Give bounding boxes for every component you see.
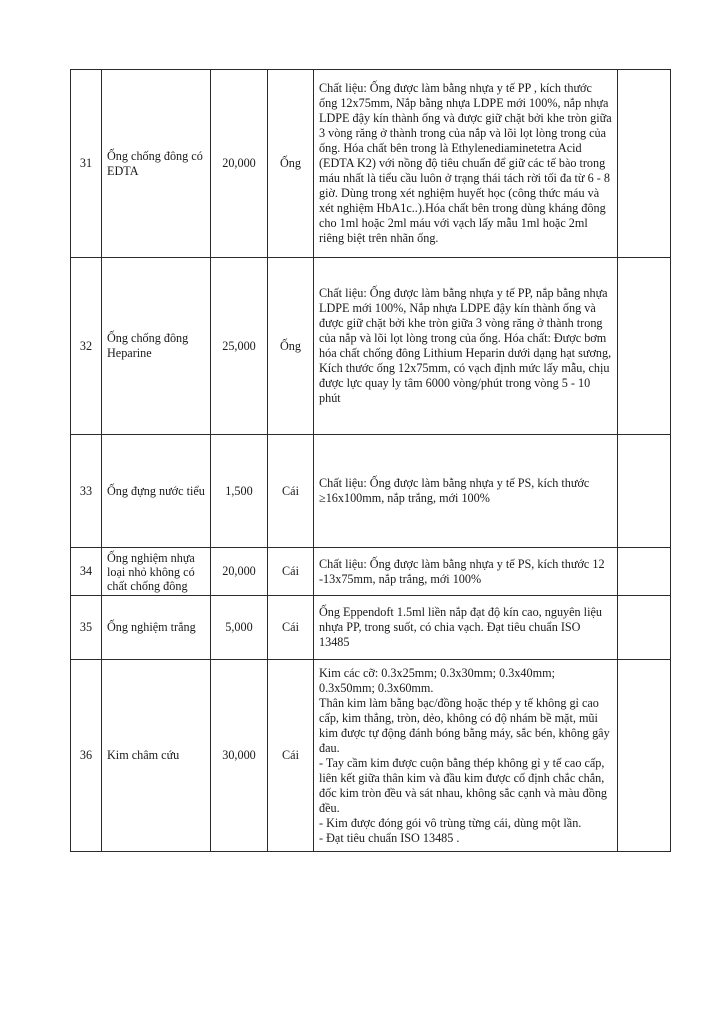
item-name: Kim châm cứu bbox=[102, 660, 211, 852]
item-unit: Ống bbox=[268, 70, 314, 258]
item-unit: Cái bbox=[268, 548, 314, 596]
empty-cell bbox=[618, 70, 671, 258]
table-row bbox=[71, 258, 671, 435]
empty-cell bbox=[618, 258, 671, 435]
item-specification: Chất liệu: Ống được làm bằng nhựa y tế PS, kích thước ≥16x100mm, nắp trắng, mới 100% bbox=[314, 435, 618, 548]
item-specification bbox=[314, 660, 618, 852]
item-unit: Cái bbox=[268, 435, 314, 548]
item-quantity: 5,000 bbox=[211, 596, 268, 660]
equipment-spec-table bbox=[70, 69, 671, 852]
item-specification: Chất liệu: Ống được làm bằng nhựa y tế PP , kích thước ống 12x75mm, Nắp bằng nhựa LDPE mới 100%, nắp nhựa LDPE đậy kín thành ống và được giữ chặt bởi khe tròn giữa 3 vòng răng ở thành trong của nắp và lõi lọt lòng trong của ống. Hóa chất bên trong là Ethylenediaminetetra Acid (EDTA K2) với nồng độ tiêu chuẩn để giữ các tế bào trong máu nhất là tiểu cầu luôn ở trạng thái tách rời tối đa từ 6 - 8 giờ. Dùng trong xét nghiệm huyết học (công thức máu và xét nghiệm HbA1c..).Hóa chất bên trong dùng kháng đông cho 1ml hoặc 2ml máu với vạch lấy mẫu 1ml hoặc 2ml riêng biệt trên nhãn ống. bbox=[314, 70, 618, 258]
item-unit: Ống bbox=[268, 258, 314, 435]
spec-line: Thân kim làm bằng bạc/đồng hoặc thép y tế không gỉ cao cấp, kim thẳng, tròn, dẻo, không có độ nhám bề mặt, mũi kim được tự động đánh bóng bằng máy, sắc bén, không gây đau. bbox=[319, 695, 610, 755]
row-number: 32 bbox=[71, 258, 102, 435]
row-number: 35 bbox=[71, 596, 102, 660]
row-number: 31 bbox=[71, 70, 102, 258]
item-quantity: 20,000 bbox=[211, 548, 268, 596]
item-unit: Cái bbox=[268, 660, 314, 852]
spec-line: - Tay cầm kim được cuộn bằng thép không gỉ y tế cao cấp, liên kết giữa thân kim và đầu kim được cố định chắc chắn, đốc kim tròn đều và sát nhau, không sắc cạnh và màu đồng đều. bbox=[319, 755, 608, 815]
item-quantity: 25,000 bbox=[211, 258, 268, 435]
item-quantity: 20,000 bbox=[211, 70, 268, 258]
empty-cell bbox=[618, 596, 671, 660]
item-quantity: 1,500 bbox=[211, 435, 268, 548]
empty-cell bbox=[618, 435, 671, 548]
item-quantity: 30,000 bbox=[211, 660, 268, 852]
table-row bbox=[71, 548, 671, 596]
item-specification: Chất liệu: Ống được làm bằng nhựa y tế PS, kích thước 12 -13x75mm, nắp trắng, mới 100% bbox=[314, 548, 618, 596]
row-number: 36 bbox=[71, 660, 102, 852]
item-specification: Ống Eppendoft 1.5ml liền nắp đạt độ kín cao, nguyên liệu nhựa PP, trong suốt, có chia vạch. Đạt tiêu chuẩn ISO 13485 bbox=[314, 596, 618, 660]
empty-cell bbox=[618, 660, 671, 852]
table-row bbox=[71, 70, 671, 258]
item-name: Ống đựng nước tiểu bbox=[102, 435, 211, 548]
table-row bbox=[71, 596, 671, 660]
spec-line: - Kim được đóng gói vô trùng từng cái, dùng một lần. bbox=[319, 815, 582, 830]
row-number: 33 bbox=[71, 435, 102, 548]
empty-cell bbox=[618, 548, 671, 596]
spec-line: Kim các cỡ: 0.3x25mm; 0.3x30mm; 0.3x40mm; 0.3x50mm; 0.3x60mm. bbox=[319, 665, 555, 695]
item-name: Ống chống đông có EDTA bbox=[102, 70, 211, 258]
row-number: 34 bbox=[71, 548, 102, 596]
table-row bbox=[71, 435, 671, 548]
item-name: Ống chống đông Heparine bbox=[102, 258, 211, 435]
spec-line: - Đạt tiêu chuẩn ISO 13485 . bbox=[319, 830, 460, 845]
item-name: Ống nghiệm nhựa loại nhỏ không có chất chống đông bbox=[102, 548, 211, 596]
item-specification: Chất liệu: Ống được làm bằng nhựa y tế PP, nắp bằng nhựa LDPE mới 100%, Nắp nhựa LDPE đậy kín thành ống và được giữ chặt bởi khe tròn giữa 3 vòng răng ở thành trong của nắp và lõi lọt lòng trong của ống. Hóa chất: Được bơm hóa chất chống đông Lithium Heparin dưới dạng hạt sương, Kích thước ống 12x75mm, có vạch định mức lấy mẫu, chịu được lực quay ly tâm 6000 vòng/phút trong vòng 5 - 10 phút bbox=[314, 258, 618, 435]
item-unit: Cái bbox=[268, 596, 314, 660]
table-row bbox=[71, 660, 671, 852]
item-name: Ống nghiệm trắng bbox=[102, 596, 211, 660]
